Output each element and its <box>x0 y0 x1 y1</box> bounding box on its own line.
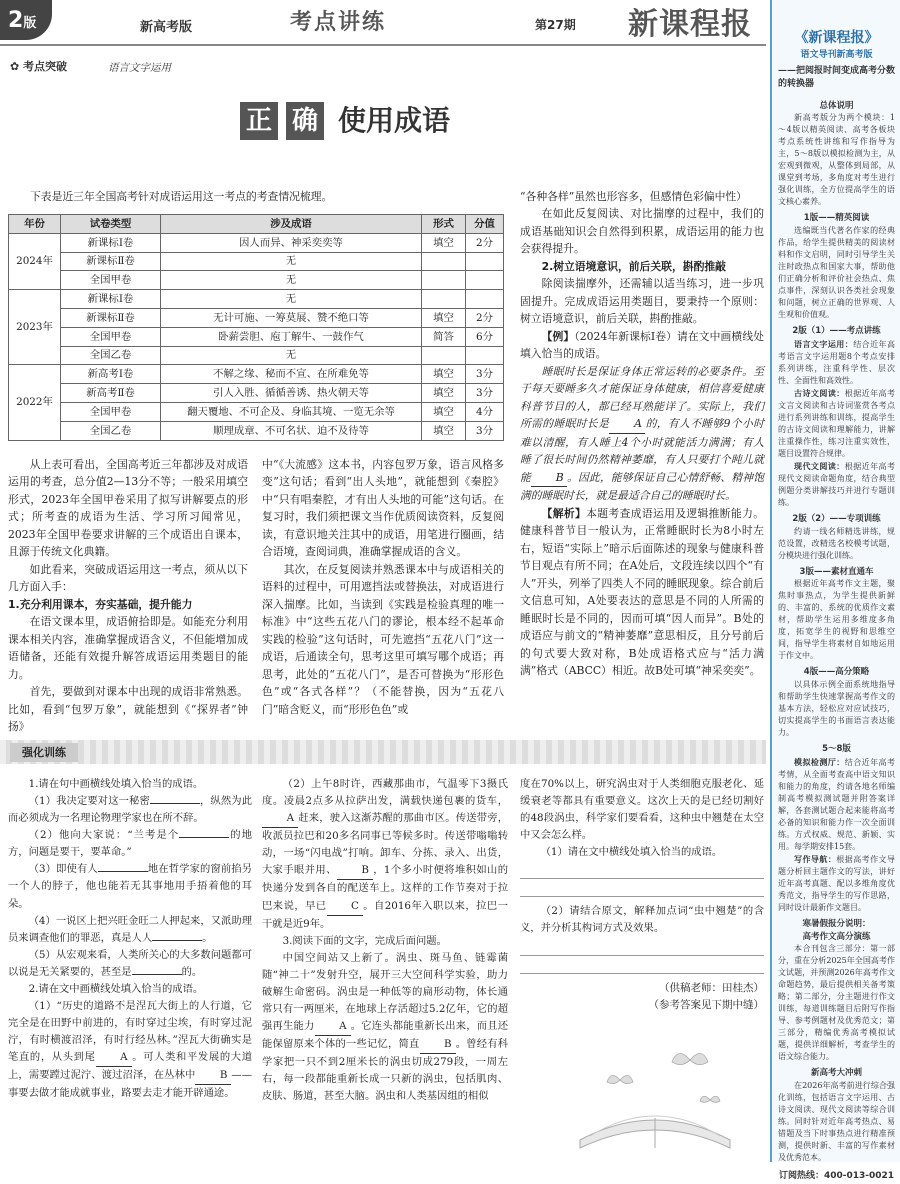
sidebar-text: 根据近年高考作文主题，聚焦时事热点，为学生提供新鲜的、丰富的、系统的优质作文素材，帮助学生运用多维度多角度，拓宽学生的视野和思维空间，指导学生将素材自如地运用于作文中。 <box>778 579 895 661</box>
body-column-3 <box>520 188 764 680</box>
cell-form: 填空 <box>422 402 466 421</box>
table-row <box>9 384 504 403</box>
intro-text: 下表是近三年全国高考针对成语运用这一考点的考查情况梳理。 <box>30 190 333 203</box>
cell-form: 填空 <box>422 233 466 252</box>
cell-idioms: 顺理成章、不可名状、迫不及待等 <box>161 421 422 440</box>
cell-form <box>422 271 466 290</box>
example-intro: 【例】（2024年新课标Ⅰ卷）请在文中画横线处填入恰当的成语。 <box>520 329 765 361</box>
edition-suffix: 版 <box>23 16 37 31</box>
question: 2.请在文中画横线处填入恰当的成语。 <box>28 982 204 995</box>
cell-score: 6分 <box>466 327 504 346</box>
section-label: 语言文字运用 <box>108 62 171 74</box>
answer-blank[interactable]: A <box>262 810 298 828</box>
body-column-1 <box>8 456 248 736</box>
paragraph: 如此看来，突破成语运用这一考点，须从以下几方面入手： <box>8 562 248 594</box>
sidebar-heading: 5～8版 <box>822 744 851 754</box>
cell-score <box>466 290 504 309</box>
newspaper-logo: 新课程报 <box>628 7 752 42</box>
cell-year: 2023年 <box>9 290 61 365</box>
paragraph: 中“《大流感》这本书，内容包罗万象，语言风格多变”这句话；看到“出人头地”，就能想到《秦腔》中“只有唱秦腔，才有出人头地的可能”这句话。在复习时，我们须把课文当作优质阅读资料，反复阅读，有意识地关注其中的成语，用笔进行圈画，结合语境，查阅词典，准确掌握成语的含义。 <box>262 458 504 559</box>
article-title <box>240 100 450 142</box>
cell-idioms: 无 <box>161 271 422 290</box>
cell-idioms: 无 <box>161 252 422 271</box>
cell-paper: 全国甲卷 <box>61 402 161 421</box>
cell-form <box>422 346 466 365</box>
cell-paper: 新课标Ⅱ卷 <box>61 252 161 271</box>
training-column-3 <box>520 776 764 1014</box>
cell-year: 2022年 <box>9 365 61 440</box>
sidebar-heading: 总体说明 <box>819 100 854 111</box>
sidebar-text: 语言文字运用：结合近年高考语言文字运用题8个考点安排系列讲练，注重科学性、层次性、全面性和高效性。 <box>778 338 896 385</box>
blank-b[interactable]: B <box>531 469 567 487</box>
title-char-2: 确 <box>286 102 324 140</box>
exam-table <box>8 214 504 441</box>
cell-idioms: 引人入胜、循循善诱、热火朝天等 <box>161 384 422 403</box>
sidebar-subtitle: 语文导刊新高考版 <box>800 50 873 60</box>
sidebar-text: 古诗文阅读：根据近年高考文言文阅读和古诗词鉴赏各考点进行系列讲练和训练，提高学生的古诗文阅读和理解能力，讲解注重操作性，练习注重实效性，题目设置符合规律。 <box>778 387 896 458</box>
cell-paper: 全国甲卷 <box>61 327 161 346</box>
sidebar-text: 在2026年高考前进行综合强化训练，包括语言文字运用、古诗文阅读、现代文阅读等综合训练。同时针对近年高考热点、易错题及当下时事热点进行精准预测，提供时新、丰富的写作素材及优秀范本。 <box>778 1081 895 1162</box>
analysis: 【解析】本题考查成语运用及逻辑推断能力。健康科普节目一般认为，正常睡眠时长为8小时左右，短语“实际上”暗示后面陈述的现象与健康科普节目观点有所不同；在A处后，文段连续以四个“有人”开头，列举了四类人不同的睡眠现象。综合前后文信息可知，A处要表达的意思是不同的人所需的睡眠时长是不同的，因而可填“因人而异”。B处的成语应与前文的“精神萎靡”意思相反，且分号前后的句式要大致对称，B处成语格式应与“活力满满”格式（ABCC）相近。故B处可填“神采奕奕”。 <box>520 506 765 678</box>
cell-paper: 新高考Ⅱ卷 <box>61 384 161 403</box>
header-form: 形式 <box>422 215 466 234</box>
training-column-1 <box>8 776 252 1102</box>
cell-form: 简答 <box>422 327 466 346</box>
header-rule <box>0 44 766 46</box>
sidebar-heading: 新高考大冲刺 <box>810 1068 862 1079</box>
question-item: （1）请在文中横线处填入恰当的成语。 <box>540 846 723 859</box>
sidebar-heading: 3版——素材直通车 <box>799 566 874 577</box>
sidebar-heading: 2版（1）——考点讲练 <box>792 326 881 336</box>
answer-line[interactable] <box>520 861 764 879</box>
example-text: 睡眠时长是保证身体正常运转的必要条件。至于每天要睡多久才能保证身体健康，相信喜爱健康科普节目的人，都已经耳熟能详了。实际上，我们所需的睡眠时长是 A 的，有人不睡够9个小时难以清醒，有人睡上4个小时就能活力满满；有人睡了很长时间仍然精神萎靡，有人只要打个盹儿就能 B 。因此，能够保证自己心情舒畅、精神饱满的睡眠时长，就是最适合自己的睡眠时长。 <box>520 364 765 503</box>
cell-score: 3分 <box>466 384 504 403</box>
cell-score: 3分 <box>466 421 504 440</box>
sidebar-heading: 2版（2）——专项训练 <box>792 513 881 524</box>
sidebar-subheading: 高考作文高分演练 <box>802 931 871 942</box>
sidebar-slogan: ——把阅报时间变成高考分数的转换器 <box>778 65 896 89</box>
question-item: （2）上午8时许，西藏那曲市，气温零下3摄氏度。凌晨2点多从拉萨出发，满载快递包裹的货车，A 赶来，驶入这渐苏醒的那曲市区。传送带旁，收派员拉巴和20多名同事已等候多时。传送带嗡嗡转动，一场“闪电战”打响。卸车、分拣、录入、出货，大家手眼并用、 B ，1个多小时便将堆积如山的快递分发到各自的配送车上。这样的工作节奏对于拉巴来说，早已 C 。自2016年入职以来，拉巴一干就是近9年。 <box>262 778 508 930</box>
cell-score: 2分 <box>466 308 504 327</box>
section-title: 考点讲练 <box>290 10 387 35</box>
question: 1.请在句中画横线处填入恰当的成语。 <box>28 778 204 790</box>
sidebar-text: 模拟检测厅：结合近年高考考情，从全面考查高中语文知识和能力的角度，约请各地名师编制高考模拟测试题并附答案详解，各套测试题合起来能将高考必备的知识和能力作一次全面训练。方式权威、规范、新颖、实用。每学期安排15套。 <box>778 756 896 851</box>
question-item: （2）他向大家说：“兰考是个 的地方，问题是要干，要革命。” <box>8 829 252 859</box>
cell-paper: 全国甲卷 <box>61 271 161 290</box>
paragraph: 其次，在反复阅读并熟悉课本中与成语相关的语料的过程中，可用遮挡法或替换法，对成语进行深入揣摩。比如，当读到《实践是检验真理的唯一标准》中“这些五花八门的谬论，根本经不起革命实践的检验”这句话时，可先遮挡“五花八门”这一成语，后通读全句，思考这里可填写哪个成语；再思考，此处的“五花八门”，是否可替换为“形形色色”或“各式各样”？（不能替换，因为“五花八门”暗含贬义，而“形形色色”或 <box>262 562 504 716</box>
cell-form <box>422 252 466 271</box>
table-row <box>9 421 504 440</box>
paragraph: 从上表可看出，全国高考近三年都涉及对成语运用的考查，总分值2—13分不等；一般采用填空形式，2023年全国甲卷采用了拟写讲解要点的形式；所考查的成语为生活、学习所习闻常见，2023年全国甲卷要求讲解的三个成语出自课本，且源于传统文化典籍。 <box>8 458 248 559</box>
training-column-2 <box>262 776 508 1105</box>
reading-text: 度在70%以上，研究涡虫对于人类细胞克服老化、延缓衰老等都具有重要意义。这次上天的是已经切割好的48段涡虫，科学家们要看看，这种虫中翘楚在太空中又会怎么样。 <box>520 778 764 842</box>
table-body <box>9 233 504 440</box>
title-rest: 使用成语 <box>338 104 451 138</box>
cell-idioms: 翻天覆地、不可企及、身临其境、一览无余等 <box>161 402 422 421</box>
training-tag: 强化训练 <box>10 743 78 762</box>
cell-idioms: 无 <box>161 290 422 309</box>
header-year: 年份 <box>9 215 61 234</box>
table-header-row <box>9 215 504 234</box>
sidebar-heading: 1版——精英阅读 <box>803 213 870 224</box>
cell-paper: 全国乙卷 <box>61 421 161 440</box>
blank-a[interactable]: A <box>609 415 645 433</box>
table-row <box>9 365 504 384</box>
cell-form: 填空 <box>422 365 466 384</box>
table-row <box>9 327 504 346</box>
sub-banner <box>0 58 766 80</box>
header-paper: 试卷类型 <box>61 215 161 234</box>
cell-form: 填空 <box>422 384 466 403</box>
title-char-1: 正 <box>240 102 278 140</box>
sidebar <box>770 0 900 1181</box>
answer-line[interactable] <box>520 956 764 974</box>
cell-score: 2分 <box>466 233 504 252</box>
sidebar-text: 新高考版分为两个模块：1～4版以精英阅读、高考各板块考点系统性讲练和写作指导为主，5～8版以模拟检测为主，从宏观到微观，从整体到局部，从课堂到考场，多角度对考生进行强化训练，全方位提高学生的语文核心素养。 <box>778 113 895 207</box>
question-item: （3）即使有人 地在哲学家的窗前掐另一个人的脖子，他也能若无其事地用手捂着他的耳朵。 <box>8 863 252 910</box>
paragraph: 首先，要做到对课本中出现的成语非常熟悉。比如，看到“包罗万象”，就能想到《“探界者”钟扬》 <box>8 685 248 734</box>
cell-paper: 新课标Ⅰ卷 <box>61 233 161 252</box>
answer-blank[interactable] <box>179 837 229 838</box>
paragraph: 除阅读揣摩外，还需辅以适当练习，进一步巩固提升。完成成语运用类题目，要秉持一个原则：树立语境意识，前后关联，斟酌推敲。 <box>520 277 764 326</box>
sidebar-text: 以具体示例全面系统地指导和帮助学生快速掌握高考作文的基本方法，轻松应对应试技巧，切实提高学生的书面语言表达能力。 <box>778 680 895 737</box>
sidebar-title: 《新课程报》 <box>794 30 879 46</box>
training-band <box>0 740 766 764</box>
cell-idioms: 无计可施、一筹莫展、赞不绝口等 <box>161 308 422 327</box>
reading-text: 中国空间站又上新了。涡虫、斑马鱼、链霉菌随“神二十”发射升空，展开三大空间科学实验，助力破解生命密码。涡虫是一种低等的扁形动物，体长通常只有一两厘米，在地球上存活超过5.2亿年，它的超强再生能力 A 。它连头都能重新长出来，而且还能保留原来个体的一些记忆，简直 B 。曾经有科学家把一只不到2厘米长的涡虫切成279段，一周左右，每一段都能重新长成一只新的涡虫，包括肌肉、皮肤、肠道，甚至大脑。涡虫和人类基因组的相似 <box>262 951 508 1103</box>
question-item: （1）“历史的道路不是涅瓦大街上的人行道，它完全是在田野中前进的，有时穿过尘埃，有时穿过泥泞，有时横渡沼泽，有时行经丛林。”涅瓦大街确实是笔直的，从头到尾 A 。可人类和平发展的大道上，需要蹚过泥泞、渡过沼泽，在丛林中 B ——事要去做才能成就事业，路要去走才能开辟通途。 <box>8 1000 253 1100</box>
cell-score <box>466 271 504 290</box>
bird-icon: ✿ <box>10 60 24 73</box>
body-column-2 <box>262 456 504 718</box>
answer-blank[interactable] <box>98 871 148 872</box>
answer-blank[interactable] <box>150 803 200 804</box>
issue-number: 第27期 <box>535 18 576 32</box>
cell-score <box>466 346 504 365</box>
cell-idioms: 卧薪尝胆、庖丁解牛、一鼓作气 <box>161 327 422 346</box>
paragraph: “各种各样”虽然也形容多，但感情色彩偏中性） <box>520 190 747 203</box>
answer-note: （参考答案见下期中缝） <box>648 998 764 1011</box>
question-item: （4）一说区上把兴旺金旺二人押起来，又派助理员来调查他们的罪恶，真是人人 。 <box>8 914 252 944</box>
cell-paper: 新高考Ⅰ卷 <box>61 365 161 384</box>
cell-form: 填空 <box>422 421 466 440</box>
subscription-hotline: 订阅热线：400-013-0021 <box>778 1171 895 1181</box>
answer-line[interactable] <box>520 879 764 897</box>
answer-blank[interactable]: B <box>195 1067 231 1085</box>
cell-score <box>466 252 504 271</box>
question-item: （5）从宏观来看，人类所关心的大多数问题都可以说是无关紧要的，甚至是 的。 <box>8 948 252 978</box>
author-credit: （供稿老师：田桂杰） <box>659 981 764 994</box>
paragraph: 在语文课本里，成语俯拾即是。如能充分利用课本相关内容，准确掌握成语含义，不但能增加成语储备，还能有效提升解答成语运用类题目的能力。 <box>8 615 248 681</box>
section-tag: ✿ 考点突破 <box>10 60 68 73</box>
answer-blank[interactable]: A <box>96 1049 132 1067</box>
cell-paper: 新课标Ⅱ卷 <box>61 308 161 327</box>
answer-blank[interactable] <box>132 974 182 975</box>
edition-badge <box>0 0 52 40</box>
table-row <box>9 290 504 309</box>
sidebar-text: 本合刊包含三部分：第一部分，重在分析2025年全国高考作文试题，并预测2026年高考作文命题趋势，最后提供相关备考策略；第二部分，分主题进行作文训练，每道训练题目后附写作指导、参考例题材及优秀范文；第三部分，精编优秀高考模拟试题，提供详细解析，考查学生的语文综合能力。 <box>778 944 895 1062</box>
cell-form <box>422 290 466 309</box>
page-header <box>0 0 766 46</box>
edition-label: 新高考版 <box>140 20 193 35</box>
header-score: 分值 <box>466 215 504 234</box>
question-item: （2）请结合原文，解释加点词“虫中翘楚”的含义，并分析其构词方式及效果。 <box>520 905 764 935</box>
paragraph: 在如此反复阅读、对比揣摩的过程中，我们的成语基础知识会自然得到积累，成语运用的能力也会获得提升。 <box>520 207 764 256</box>
table-row <box>9 252 504 271</box>
table-row <box>9 402 504 421</box>
cell-idioms: 无 <box>161 346 422 365</box>
cell-year: 2024年 <box>9 233 61 289</box>
sidebar-heading: 4版——高分策略 <box>803 667 870 678</box>
section-heading: 1.充分利用课本，夯实基础，提升能力 <box>8 597 193 611</box>
sidebar-text: 约请一线名师精选讲练，规范设置，改精选名校模考试题，分模块进行强化训练。 <box>778 526 895 560</box>
sidebar-text: 选编既当代著名作家的经典作品，给学生提供精美的阅读材料和作文启明，同时引导学生关注时政热点和国家大事，帮助他们正确分析和评价社会热点、焦点事件，深刻认识各类社会现象和问题，树立正确的世界观、人生观和价值观。 <box>778 226 895 319</box>
book-butterfly-illustration <box>560 1030 750 1158</box>
sidebar-heading: 寒暑假报分说明： <box>802 918 871 929</box>
cell-score: 3分 <box>466 365 504 384</box>
cell-form: 填空 <box>422 308 466 327</box>
table-row <box>9 308 504 327</box>
cell-idioms: 因人而异、神采奕奕等 <box>161 233 422 252</box>
answer-blank[interactable]: C <box>327 898 363 916</box>
question: 3.阅读下面的文字，完成后面问题。 <box>282 934 447 947</box>
answer-line[interactable] <box>520 938 764 956</box>
cell-score: 4分 <box>466 402 504 421</box>
answer-blank[interactable]: A <box>315 1018 351 1036</box>
header-idioms: 涉及成语 <box>161 215 422 234</box>
sidebar-text: 现代文阅读：根据近年高考现代文阅读命题角度，结合典型例题分类讲解技巧并进行专题训练。 <box>778 460 896 507</box>
question-item: （1）我决定要对这一秘密 ，纵然为此而必须成为一名理论物理学家也在所不辞。 <box>8 795 252 825</box>
section-heading: 2.树立语境意识，前后关联，斟酌推敲 <box>541 259 726 273</box>
table-row <box>9 233 504 252</box>
answer-blank[interactable]: B <box>420 1036 456 1054</box>
cell-idioms: 不解之缘、秘而不宣、在所难免等 <box>161 365 422 384</box>
table-row <box>9 271 504 290</box>
edition-number: 2 <box>8 8 24 33</box>
answer-blank[interactable]: B <box>337 862 373 880</box>
cell-paper: 新课标Ⅰ卷 <box>61 290 161 309</box>
cell-paper: 全国乙卷 <box>61 346 161 365</box>
answer-blank[interactable] <box>152 940 202 941</box>
sidebar-text: 写作导航：根据高考作文导题分析回主题作文的写法，讲好近年高考真题、配以多维角度优秀范文，指导学生的写作思路，同时设计最新作文题目。 <box>778 853 896 912</box>
table-row <box>9 346 504 365</box>
